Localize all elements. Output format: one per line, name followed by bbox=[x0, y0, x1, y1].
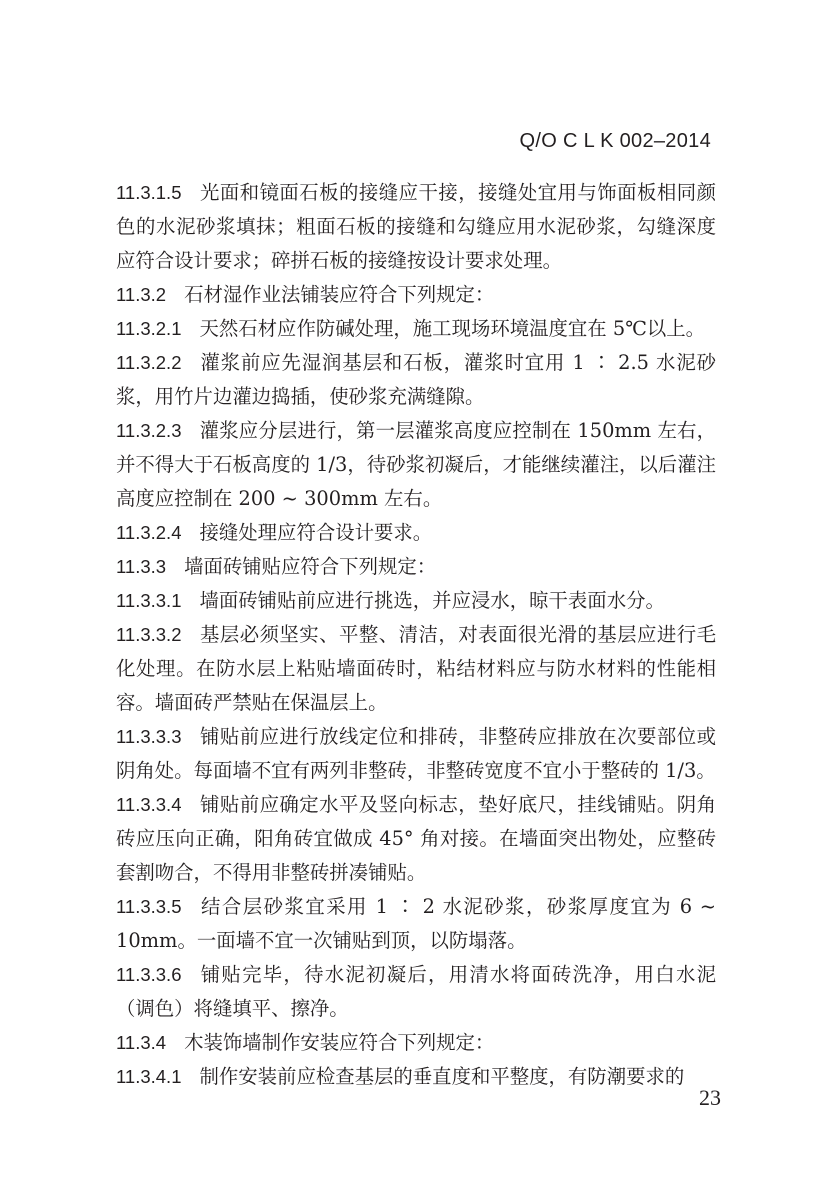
clause-number: 11.3.2.1 bbox=[116, 318, 182, 339]
clause-number: 11.3.3.6 bbox=[116, 964, 182, 985]
clause-text: 接缝处理应符合设计要求。 bbox=[199, 521, 433, 544]
clause-number: 11.3.3.2 bbox=[116, 624, 182, 645]
clause-11-3-2-2 bbox=[116, 346, 716, 414]
page-number: 23 bbox=[699, 1085, 721, 1110]
clause-text: 铺贴前应进行放线定位和排砖，非整砖应排放在次要部位或阴角处。每面墙不宜有两列非整砖，非整砖宽度不宜小于整砖的 1/3。 bbox=[116, 725, 716, 782]
clause-text: 铺贴前应确定水平及竖向标志，垫好底尺，挂线铺贴。阴角砖应压向正确，阳角砖宜做成 45° 角对接。在墙面突出物处，应整砖套割吻合，不得用非整砖拼凑铺贴。 bbox=[116, 793, 716, 884]
clause-number: 11.3.3.3 bbox=[116, 726, 182, 747]
clause-11-3-3-3 bbox=[116, 720, 716, 788]
clause-text: 结合层砂浆宜采用 1 ∶ 2 水泥砂浆，砂浆厚度宜为 6 ~ 10mm。一面墙不宜一次铺贴到顶，以防塌落。 bbox=[116, 895, 716, 952]
document-body bbox=[116, 176, 716, 1094]
clause-number: 11.3.3.4 bbox=[116, 794, 182, 815]
clause-text: 制作安装前应检查基层的垂直度和平整度，有防潮要求的 bbox=[199, 1065, 685, 1088]
clause-text: 木装饰墙制作安装应符合下列规定： bbox=[184, 1031, 495, 1054]
clause-text: 灌浆前应先湿润基层和石板，灌浆时宜用 1 ∶ 2.5 水泥砂浆，用竹片边灌边捣插，使砂浆充满缝隙。 bbox=[116, 351, 716, 408]
clause-number: 11.3.2.4 bbox=[116, 522, 182, 543]
clause-text: 天然石材应作防碱处理，施工现场环境温度宜在 5℃以上。 bbox=[199, 317, 706, 340]
clause-number: 11.3.1.5 bbox=[116, 182, 182, 203]
clause-11-3-2-3 bbox=[116, 414, 716, 516]
clause-11-3-3-5 bbox=[116, 890, 716, 958]
clause-11-3-3-2 bbox=[116, 618, 716, 720]
clause-number: 11.3.4 bbox=[116, 1032, 167, 1053]
clause-number: 11.3.2.3 bbox=[116, 420, 182, 441]
standard-code-header: Q/O C L K 002–2014 bbox=[519, 130, 711, 152]
clause-number: 11.3.2.2 bbox=[116, 352, 182, 373]
clause-11-3-3-6 bbox=[116, 958, 716, 1026]
clause-11-3-3 bbox=[116, 550, 716, 584]
clause-number: 11.3.3.1 bbox=[116, 590, 182, 611]
clause-11-3-3-4 bbox=[116, 788, 716, 890]
clause-text: 基层必须坚实、平整、清洁，对表面很光滑的基层应进行毛化处理。在防水层上粘贴墙面砖时，粘结材料应与防水材料的性能相容。墙面砖严禁贴在保温层上。 bbox=[116, 623, 716, 714]
clause-text: 灌浆应分层进行，第一层灌浆高度应控制在 150mm 左右，并不得大于石板高度的 1/3，待砂浆初凝后，才能继续灌注，以后灌注高度应控制在 200 ~ 300mm 左右。 bbox=[116, 419, 716, 510]
clause-text: 墙面砖铺贴应符合下列规定： bbox=[184, 555, 437, 578]
clause-11-3-2-4 bbox=[116, 516, 716, 550]
clause-11-3-2-1 bbox=[116, 312, 716, 346]
clause-11-3-2 bbox=[116, 278, 716, 312]
clause-number: 11.3.4.1 bbox=[116, 1066, 182, 1087]
clause-text: 石材湿作业法铺装应符合下列规定： bbox=[184, 283, 495, 306]
clause-number: 11.3.2 bbox=[116, 284, 167, 305]
clause-text: 光面和镜面石板的接缝应干接，接缝处宜用与饰面板相同颜色的水泥砂浆填抹；粗面石板的接缝和勾缝应用水泥砂浆，勾缝深度应符合设计要求；碎拼石板的接缝按设计要求处理。 bbox=[116, 181, 716, 272]
clause-11-3-4-1 bbox=[116, 1060, 716, 1094]
clause-11-3-3-1 bbox=[116, 584, 716, 618]
clause-number: 11.3.3.5 bbox=[116, 896, 182, 917]
clause-text: 墙面砖铺贴前应进行挑选，并应浸水，晾干表面水分。 bbox=[199, 589, 665, 612]
clause-11-3-4 bbox=[116, 1026, 716, 1060]
clause-11-3-1-5 bbox=[116, 176, 716, 278]
clause-number: 11.3.3 bbox=[116, 556, 167, 577]
clause-text: 铺贴完毕，待水泥初凝后，用清水将面砖洗净，用白水泥（调色）将缝填平、擦净。 bbox=[116, 963, 716, 1020]
